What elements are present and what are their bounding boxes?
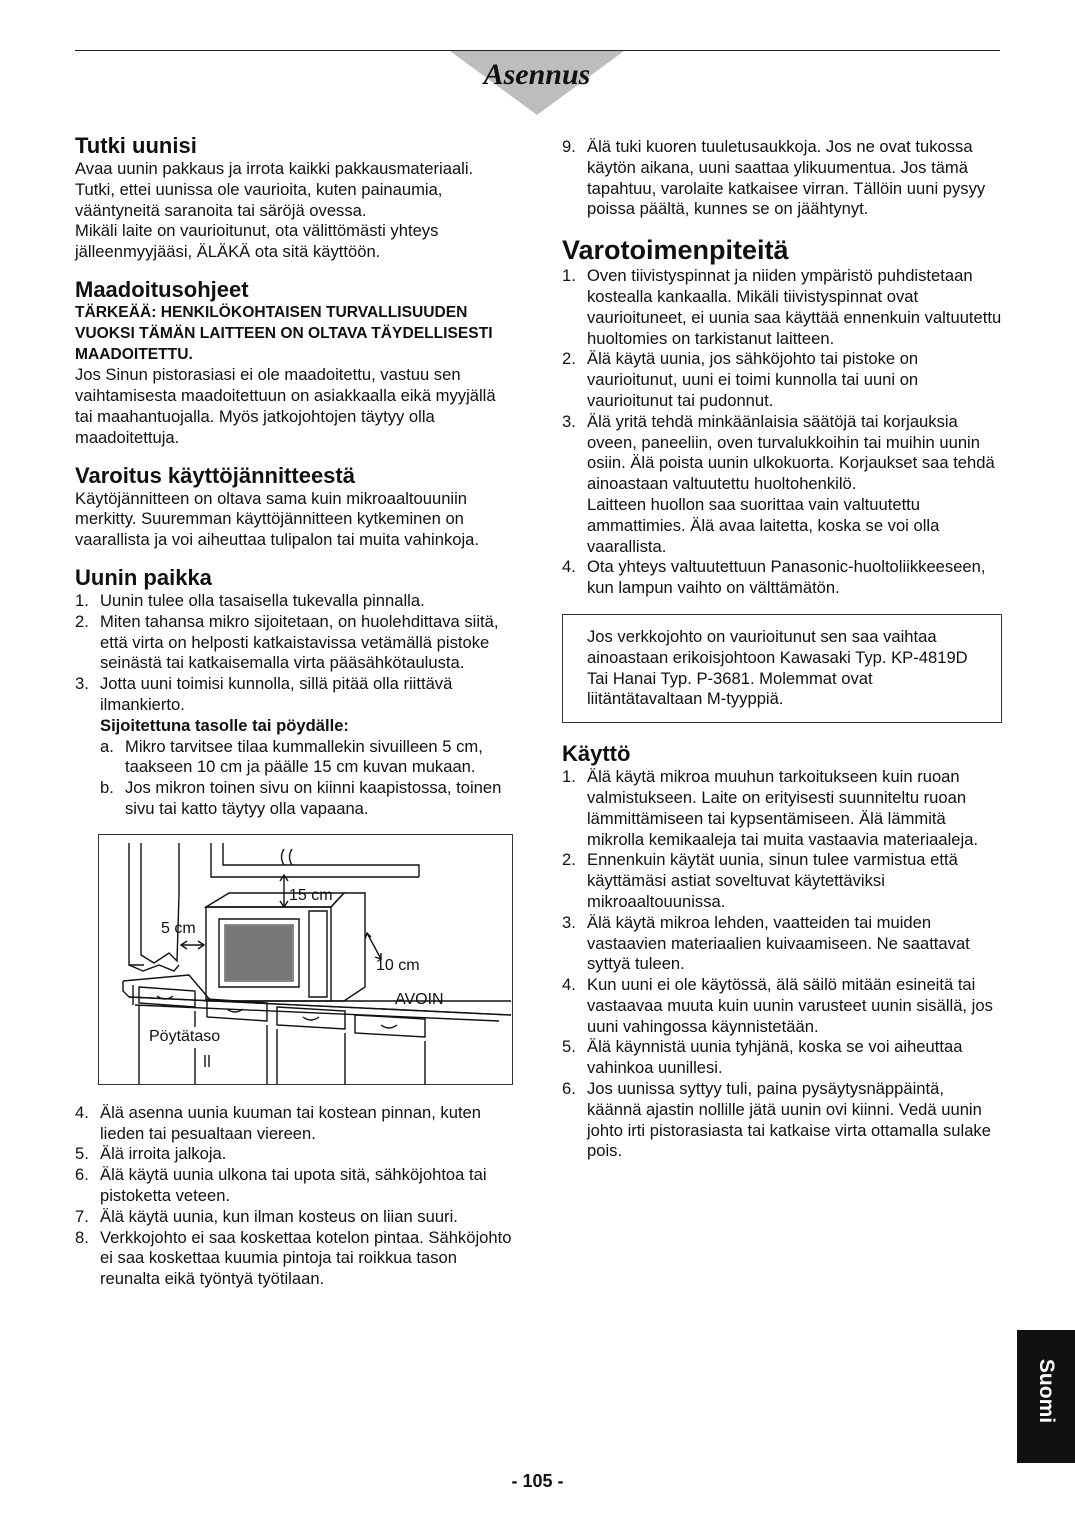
list-item: 2. Miten tahansa mikro sijoitetaan, on huolehdittava siitä, että virta on helposti katkaistavissa vetämällä pistoke seinästä tai katkaisemalla virta pääsähkötaulusta. (75, 611, 499, 673)
list-item: b. Jos mikron toinen sivu on kiinni kaapistossa, toinen sivu tai katto täytyy olla vapaana. (100, 778, 502, 818)
paikka-subheading: Sijoitettuna tasolle tai pöydälle: (100, 715, 349, 735)
list-item: 5. Älä irroita jalkoja. (75, 1144, 227, 1164)
list-item: 4. Ota yhteys valtuutettuun Panasonic-huoltoliikkeeseen, kun lampun vaihto on välttämätön. (562, 557, 986, 598)
tutki-p1: Avaa uunin pakkaus ja irrota kaikki pakkausmateriaali. Tutki, ettei uunissa ole vaurioita, kuten painaumia, vääntyneitä saranoita tai säröjä ovessa. (75, 159, 474, 220)
tutki-p2: Mikäli laite on vaurioitunut, ota välittömästi yhteys jälleenmyyjääsi, ÄLÄKÄ ota sitä käyttöön. (75, 221, 439, 262)
cord-notice-box (562, 614, 1002, 723)
list-item: 1. Uunin tulee olla tasaisella tukevalla pinnalla. (75, 590, 425, 610)
installation-figure (98, 834, 513, 1085)
list-item: 4. Kun uuni ei ole käytössä, älä säilö mitään esineitä tai vastaavaa muuta kuin uunin varusteet uunin sisällä, jos uuni vahingossa käynnistetään. (562, 975, 993, 1036)
left-column (75, 133, 515, 1290)
paikka-list (75, 591, 515, 716)
item9-list (562, 137, 1002, 220)
list-item: 4. Älä asenna uunia kuuman tai kostean pinnan, kuten lieden tai pesualtaan viereen. (75, 1102, 482, 1143)
list-item: 7. Älä käytä uunia, kun ilman kosteus on liian suuri. (75, 1206, 458, 1226)
varoitus-text: Käytöjännitteen on oltava sama kuin mikroaaltouuniin merkitty. Suuremman käyttöjännitteen kytkeminen on vaarallista ja voi aiheuttaa tulipalon tai muita vahinkoja. (75, 488, 480, 550)
varoitus-heading: Varoitus käyttöjännitteestä (75, 462, 355, 488)
list-item: 6. Älä käytä uunia ulkona tai upota sitä, sähköjohtoa tai pistoketta veteen. (75, 1165, 487, 1205)
maadoitus-warning: TÄRKEÄÄ: HENKILÖKOHTAISEN TURVALLISUUDEN VUOKSI TÄMÄN LAITTEEN ON OLTAVA TÄYDELLISESTI MAADOITETTU. (75, 303, 493, 363)
label-avoin: AVOIN (395, 990, 444, 1008)
label-poytataso: Pöytätaso (147, 1027, 222, 1048)
list-item: 1. Älä käytä mikroa muuhun tarkoitukseen kuin ruoan valmistukseen. Laite on erityisesti suunniteltu ruoan lämmittämiseen tai kypsentämiseen. Älä lämmitä mikrolla kemikaaleja tai muita vastaavia materiaaleja. (562, 767, 979, 849)
label-10cm: 10 cm (376, 956, 420, 974)
cord-notice-text: Jos verkkojohto on vaurioitunut sen saa vaihtaa ainoastaan erikoisjohtoon Kawasaki Typ. KP-4819D Tai Hanai Typ. P-3681. Molemmat ovat liitäntätavaltaan M-tyyppiä. (587, 626, 968, 709)
list-item: 2. Älä käytä uunia, jos sähköjohto tai pistoke on vaurioitunut, uuni ei toimi kunnolla tai uuni on vaurioitunut tai pudonnut. (562, 349, 919, 410)
list-item: 6. Jos uunissa syttyy tuli, paina pysäytysnäppäintä, käännä ajastin nollille jätä uunin ovi kiinni. Vedä uunin johto irti pistorasiasta tai katkaise virta ottamalla sulake pois. (562, 1079, 991, 1161)
page-title: Asennus (483, 58, 591, 91)
paikka-heading: Uunin paikka (75, 564, 212, 590)
language-tab (1017, 1330, 1075, 1463)
varotoimet-list (562, 266, 1002, 599)
list-item: 9. Älä tuki kuoren tuuletusaukkoja. Jos ne ovat tukossa käytön aikana, uuni saattaa ylikuumentua. Jos tämä tapahtuu, varolaite katkaisee virran. Tällöin uuni pysyy poissa päältä, kunnes se on jäähtynyt. (562, 137, 986, 219)
page-number: - 105 - (511, 1471, 564, 1491)
paikka-list-continued (75, 1103, 515, 1290)
right-column (562, 137, 1002, 1162)
list-item: 2. Ennenkuin käytät uunia, sinun tulee varmistua että käyttämäsi astiat soveltuvat käytettäviksi mikroaaltouunissa. (562, 850, 958, 911)
paikka-sublist (75, 737, 515, 820)
maadoitus-text: Jos Sinun pistorasiasi ei ole maadoitettu, vastuu sen vaihtamisesta maadoitettuun on asiakkaalla eikä myyjällä tai maahantuojalla. Myös jatkojohtojen täytyy olla maadoitettuja. (75, 365, 496, 447)
list-item: 3. Jotta uuni toimisi kunnolla, sillä pitää olla riittävä ilmankierto. (75, 674, 453, 714)
varotoimet-heading: Varotoimenpiteitä (562, 235, 789, 266)
label-5cm: 5 cm (161, 919, 196, 937)
list-item: 1. Oven tiivistyspinnat ja niiden ympäristö puhdistetaan kostealla kankaalla. Mikäli tiivistyspinnat ovat vaurioituneet, ei uunia saa käyttää ennenkuin valtuutettu huoltomies on tarkistanut laitteen. (562, 266, 1002, 348)
list-item: 5. Älä käynnistä uunia tyhjänä, koska se voi aiheuttaa vahinkoa uunillesi. (562, 1037, 963, 1078)
list-item: 3. Älä käytä mikroa lehden, vaatteiden tai muiden vastaavien materiaalien kuivaamiseen. Ne saattavat syttyä tuleen. (562, 912, 970, 974)
list-item: a. Mikro tarvitsee tilaa kummallekin sivuilleen 5 cm, taakseen 10 cm ja päälle 15 cm kuvan mukaan. (100, 736, 483, 777)
language-tab-label: Suomi (1035, 1358, 1058, 1424)
kaytto-list (562, 767, 1002, 1162)
maadoitus-heading: Maadoitusohjeet (75, 276, 249, 302)
kaytto-heading: Käyttö (562, 741, 631, 767)
list-item: 8. Verkkojohto ei saa koskettaa kotelon pintaa. Sähköjohto ei saa koskettaa kuumia pintoja tai roikkua tason reunalta eikä työntyä työtilaan. (75, 1227, 512, 1289)
tutki-heading: Tutki uunisi (75, 133, 197, 158)
label-15cm: 15 cm (289, 886, 333, 904)
list-item: 3. Älä yritä tehdä minkäänlaisia säätöjä tai korjauksia oveen, paneeliin, oven turvalukkoihin tai muihin uunin osiin. Älä poista uunin ulkokuorta. Korjaukset saa tehdä ainoastaan valtuutettu huoltohenkilö. Laitteen huollon saa suorittaa vain valtuutettu ammattimies. Älä avaa laitetta, koska se voi olla vaarallista. (562, 411, 995, 556)
